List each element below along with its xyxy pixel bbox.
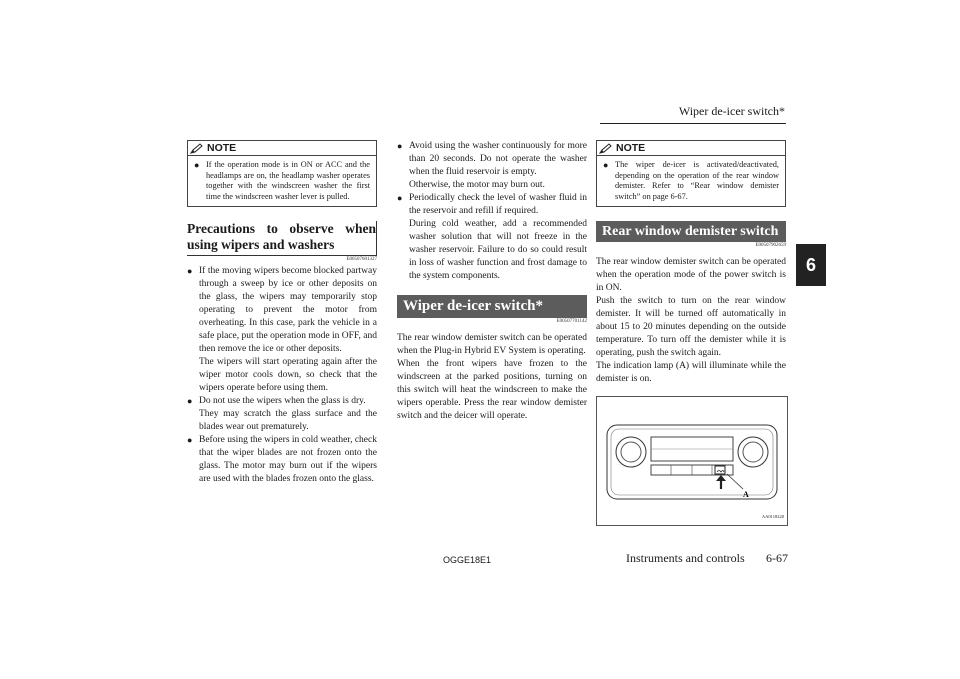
section-code: E00507701142	[556, 319, 587, 324]
control-panel-figure	[596, 396, 788, 526]
paragraph: The rear window demister switch can be operated when the Plug-in Hybrid EV System is operating.	[397, 333, 587, 356]
note-text: If the operation mode is in ON or ACC and the headlamps are on, the headlamp washer operates together with the windscreen washer the first time the windscreen washer lever is pulled.	[206, 160, 370, 201]
page-number: 6-67	[766, 551, 788, 565]
column-2	[397, 140, 587, 423]
section-code: E00507902659	[755, 243, 786, 248]
list-item: ● If the moving wipers become blocked partway through a sweep by ice or other deposits on the glass, the wipers may temporarily stop operating to prevent the motor from overheating. In this case, park the vehicle in a safe place, put the operation mode in OFF, and then remove the ice or other deposits. The wipers will start operating again after the wiper motor cools down, so check that the wipers operate before using them.	[187, 266, 377, 393]
note-pencil-icon	[599, 143, 613, 154]
note-label: NOTE	[616, 141, 646, 154]
figure-label-a: A	[743, 490, 749, 499]
list-item: ● Before using the wipers in cold weather, check that the wiper blades are not frozen onto the glass. The motor may burn out if the wipers are used with the blades frozen onto the glass.	[187, 435, 377, 484]
bullet-icon: ●	[603, 160, 609, 170]
column-3	[596, 140, 786, 526]
note-pencil-icon	[190, 143, 204, 154]
list-item: ● Periodically check the level of washer fluid in the reservoir and refill if required. During cold weather, add a recommended washer solution that will not freeze in the washer reservoir. Failure to do so could result in loss of washer function and frost damage to the system components.	[397, 193, 587, 281]
paragraph: When the front wipers have frozen to the windscreen at the parked positions, turning on this switch will heat the windscreen to make the wipers operable. Press the rear window demister switch and the deicer will operate.	[397, 359, 587, 421]
bullet-icon: ●	[187, 435, 193, 445]
note-label: NOTE	[207, 141, 237, 154]
note-text: The wiper de-icer is activated/deactivated, depending on the operation of the rear window demister. Refer to “Rear window demister switch” on page 6-67.	[615, 160, 779, 201]
paragraph: The rear window demister switch can be operated when the operation mode of the power switch is in ON.	[596, 257, 786, 293]
section-heading: Precautions to observe when using wipers and washers	[187, 221, 377, 256]
note-box	[596, 140, 786, 207]
section-code: E00507601327	[346, 257, 377, 262]
list-item: ● Do not use the wipers when the glass is dry. They may scratch the glass surface and the blades wear out prematurely.	[187, 396, 377, 432]
bullet-icon: ●	[194, 160, 200, 170]
paragraph: Push the switch to turn on the rear window demister. It will be turned off automatically in about 15 to 20 minutes depending on the outside temperature. To turn off the demister while it is operating, push the switch again.	[596, 296, 786, 358]
control-panel-illustration	[597, 397, 787, 525]
footer-code: OGGE18E1	[443, 555, 492, 565]
bullet-icon: ●	[187, 266, 193, 276]
bullet-icon: ●	[397, 141, 403, 151]
paragraph: The indication lamp (A) will illuminate while the demister is on.	[596, 361, 786, 384]
footer-section: Instruments and controls	[626, 551, 745, 565]
column-1	[187, 140, 377, 486]
header-rule	[600, 123, 786, 124]
section-title-bar: Rear window demister switch	[596, 221, 786, 242]
bullet-icon: ●	[397, 193, 403, 203]
bullet-icon: ●	[187, 396, 193, 406]
note-box	[187, 140, 377, 207]
section-title-bar: Wiper de-icer switch*	[397, 295, 587, 318]
running-header: Wiper de-icer switch*	[678, 104, 785, 118]
figure-code: AA0118220	[761, 514, 784, 519]
chapter-tab: 6	[796, 244, 826, 286]
list-item: ● Avoid using the washer continuously for more than 20 seconds. Do not operate the washer when the fluid reservoir is empty. Otherwise, the motor may burn out.	[397, 141, 587, 190]
